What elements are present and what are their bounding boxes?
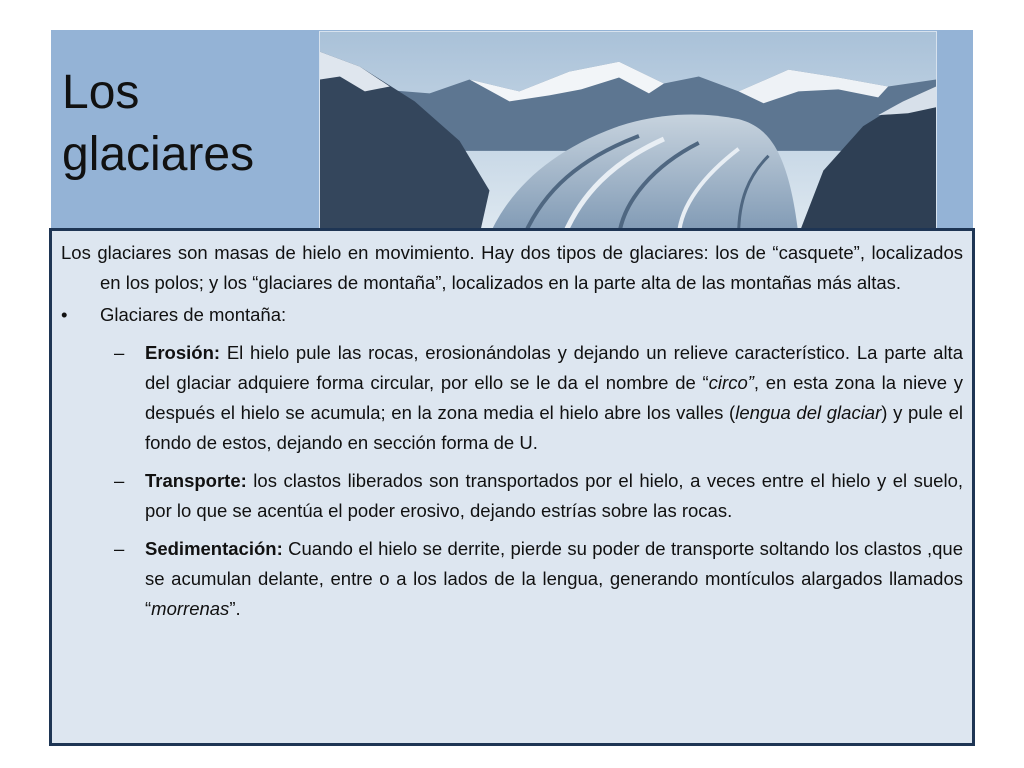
intro-paragraph: Los glaciares son masas de hielo en movimiento. Hay dos tipos de glaciares: los de “casquete”, localizados en los polos; y los “glaciares de montaña”, localizados en la parte alta de las montañas más altas. <box>61 242 963 293</box>
subitem-transporte <box>61 466 963 526</box>
glacier-photo <box>319 31 937 236</box>
glacier-photo-illustration <box>320 32 936 235</box>
term-sedimentacion: Sedimentación: <box>145 538 283 559</box>
bullet-icon: • <box>61 304 68 325</box>
erosion-em-lengua: lengua del glaciar <box>735 402 882 423</box>
erosion-text-3: ) y pule el fondo de estos, dejando en sección forma de U. <box>145 402 963 453</box>
slide-body <box>61 238 963 624</box>
title-line-1: Los <box>62 66 140 119</box>
dash-icon: – <box>114 470 125 491</box>
erosion-text-2: , en esta zona la nieve y después el hielo se acumula; en la zona media el hielo abre los valles ( <box>145 372 963 423</box>
sedimentacion-text-1: Cuando el hielo se derrite, pierde su poder de transporte soltando los clastos ,que se acumulan delante, entre o a los lados de la lengua, generando montículos alargados llamados “ <box>145 538 963 619</box>
term-transporte: Transporte: <box>145 470 247 491</box>
bullet-label: Glaciares de montaña: <box>100 304 287 325</box>
bullet-glaciares-de-montana <box>61 300 963 330</box>
transporte-text: los clastos liberados son transportados por el hielo, a veces entre el hielo y el suelo, por lo que se acentúa el poder erosivo, dejando estrías sobre las rocas. <box>145 470 963 521</box>
erosion-text-1: El hielo pule las rocas, erosionándolas y dejando un relieve característico. La parte alta del glaciar adquiere forma circular, por ello se le da el nombre de “ <box>145 342 963 393</box>
dash-icon: – <box>114 538 125 559</box>
subitem-sedimentacion <box>61 534 963 624</box>
title-line-2: glaciares <box>62 128 255 181</box>
erosion-em-circo: circo” <box>708 372 754 393</box>
sedimentacion-text-2: ”. <box>229 598 241 619</box>
subitem-erosion <box>61 338 963 458</box>
dash-icon: – <box>114 342 125 363</box>
term-erosion: Erosión: <box>145 342 221 363</box>
sedimentacion-em-morrenas: morrenas <box>151 598 230 619</box>
slide-title <box>62 62 312 186</box>
